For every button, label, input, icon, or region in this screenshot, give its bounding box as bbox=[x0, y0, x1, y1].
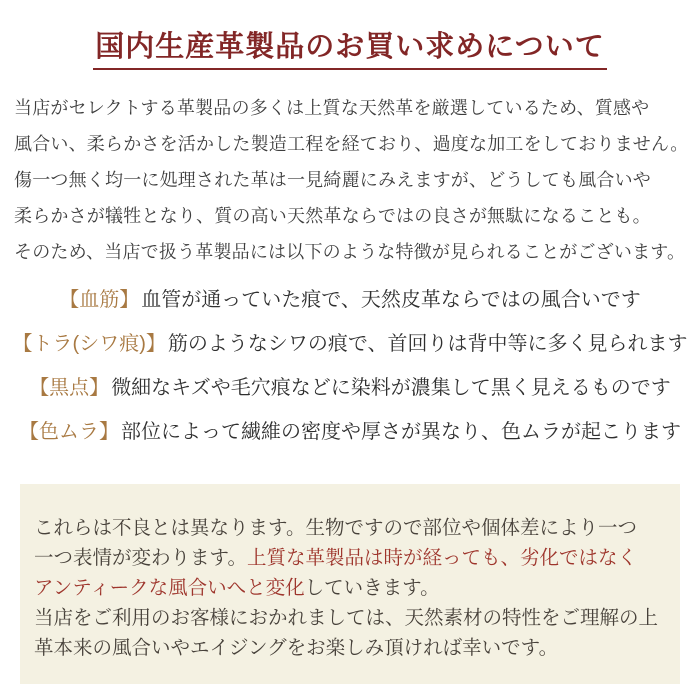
feature-item-tora bbox=[0, 322, 700, 366]
feature-description: 筋のようなシワの痕で、首回りは背中等に多く見られます bbox=[167, 333, 688, 355]
notice-line bbox=[34, 544, 666, 574]
feature-list bbox=[0, 278, 700, 454]
notice-emphasis-segment: アンティークな風合いへと変化 bbox=[34, 578, 305, 599]
feature-item-iromura bbox=[0, 410, 700, 454]
feature-label: 【血筋】 bbox=[59, 289, 140, 311]
notice-emphasis-segment: 上質な革製品は時が経っても、劣化ではなく bbox=[246, 548, 637, 569]
feature-description: 微細なキズや毛穴痕などに染料が濃集して黒く見えるものです bbox=[111, 377, 671, 399]
feature-description: 部位によって繊維の密度や厚さが異なり、色ムラが起こります bbox=[121, 421, 681, 443]
notice-box bbox=[20, 484, 680, 684]
intro-paragraph bbox=[14, 90, 689, 270]
notice-text-segment: 一つ表情が変わります。 bbox=[34, 548, 247, 569]
intro-line: 当店がセレクトする革製品の多くは上質な天然革を厳選しているため、質感や bbox=[14, 98, 650, 118]
intro-line: 柔らかさが犠牲となり、質の高い天然革ならではの良さが無駄になることも。 bbox=[14, 206, 651, 226]
title-section bbox=[0, 0, 700, 70]
notice-text-segment: 当店をご利用のお客様におかれましては、天然素材の特性をご理解の上 bbox=[34, 608, 659, 629]
feature-item-kokuten bbox=[0, 366, 700, 410]
notice-text-segment: これらは不良とは異なります。生物ですので部位や個体差により一つ bbox=[34, 518, 637, 539]
notice-text-segment: 革本来の風合いやエイジングをお楽しみ頂ければ幸いです。 bbox=[34, 638, 559, 659]
notice-line bbox=[34, 604, 666, 634]
intro-line: 傷一つ無く均一に処理された革は一見綺麗にみえますが、どうしても風合いや bbox=[14, 170, 651, 190]
notice-line bbox=[34, 514, 666, 544]
feature-label: 【黒点】 bbox=[29, 377, 110, 399]
notice-line bbox=[34, 574, 666, 604]
feature-label: 【色ムラ】 bbox=[19, 421, 119, 443]
page-title: 国内生産革製品のお買い求めについて bbox=[93, 24, 606, 70]
feature-description: 血管が通っていた痕で、天然皮革ならではの風合いです bbox=[141, 289, 641, 311]
feature-label: 【トラ(シワ痕)】 bbox=[12, 333, 166, 355]
notice-line bbox=[34, 634, 666, 664]
intro-line: 風合い、柔らかさを活かした製造工程を経ており、過度な加工をしておりません。 bbox=[14, 134, 689, 154]
notice-text-segment: していきます。 bbox=[304, 578, 440, 599]
feature-item-chisuji bbox=[0, 278, 700, 322]
intro-line: そのため、当店で扱う革製品には以下のような特徴が見られることがございます。 bbox=[14, 242, 686, 262]
